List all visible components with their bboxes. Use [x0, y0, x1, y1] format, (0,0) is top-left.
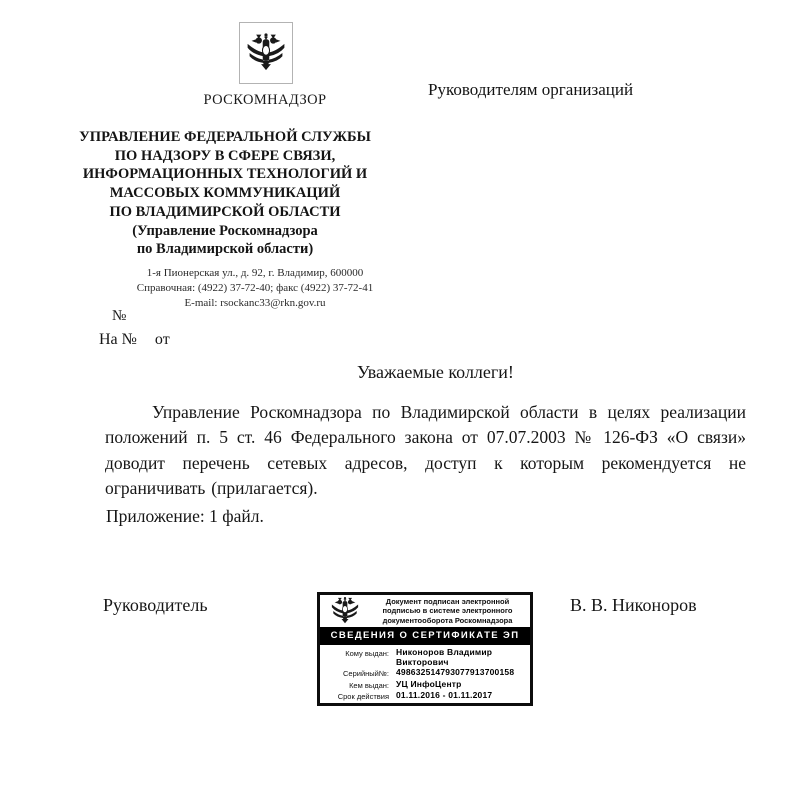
reply-number-label: На № [99, 331, 137, 348]
reply-reference-line [99, 331, 170, 349]
signer-name: В. В. Никоноров [570, 595, 697, 615]
stamp-note-line: Документ подписан электронной [385, 596, 510, 606]
addressee: Руководителям организаций [428, 80, 634, 99]
org-name-line: (Управление Роскомнадзора [132, 222, 318, 239]
stamp-field-row [320, 648, 526, 667]
stamp-note-line: подписью в системе электронного [382, 606, 513, 616]
stamp-field-label: Кем выдан: [349, 680, 389, 690]
stamp-field-value: Никоноров Владимир Викторович [396, 647, 493, 667]
stamp-note-line: документооборота Роскомнадзора [382, 615, 513, 625]
stamp-header-row [320, 595, 530, 627]
stamp-fields [320, 645, 530, 705]
stamp-field-label: Кому выдан: [345, 649, 389, 658]
double-headed-eagle-icon [330, 595, 360, 627]
body-paragraph: Управление Роскомнадзора по Владимирской области в целях реализации положений п. 5 ст. 46 Федерального закона от 07.07.2003 № 126-ФЗ «О связи» доводит перечень сетевых адресов, доступ к которым рекомендуется не ограничивать (прилагается). [105, 402, 746, 499]
org-name-line: по Владимирской области) [136, 241, 314, 258]
org-name-line: ИНФОРМАЦИОННЫХ ТЕХНОЛОГИЙ И [82, 166, 368, 183]
double-headed-eagle-icon [245, 29, 287, 77]
phone-fax: Справочная: (4922) 37-72-40; факс (4922) 37-72-41 [136, 282, 374, 294]
stamp-field-value: 498632514793077913700158 [396, 667, 515, 678]
attachment-note: Приложение: 1 файл. [106, 506, 264, 526]
org-name-line: ПО ВЛАДИМИРСКОЙ ОБЛАСТИ [109, 203, 341, 220]
e-signature-stamp [317, 592, 533, 706]
stamp-field-label: Серийный№: [343, 669, 389, 679]
stamp-field-label: Срок действия [337, 692, 389, 702]
contact-info-block [80, 266, 430, 311]
stamp-field-row [320, 668, 526, 679]
salutation: Уважаемые коллеги! [357, 362, 514, 382]
outgoing-number-label: № [112, 308, 127, 324]
agency-name: РОСКОМНАДЗОР [203, 92, 327, 108]
reply-date-label: от [154, 331, 170, 348]
org-name-line: ПО НАДЗОРУ В СФЕРЕ СВЯЗИ, [114, 147, 336, 164]
coat-of-arms-box [239, 22, 293, 84]
stamp-field-value: УЦ ИнфоЦентр [396, 678, 462, 689]
stamp-note [370, 597, 530, 626]
stamp-eagle-cell [320, 595, 370, 627]
org-name-block [50, 128, 400, 259]
org-name-line: УПРАВЛЕНИЕ ФЕДЕРАЛЬНОЙ СЛУЖБЫ [79, 129, 371, 145]
postal-address: 1-я Пионерская ул., д. 92, г. Владимир, 600000 [146, 267, 364, 279]
signer-title: Руководитель [103, 595, 208, 615]
stamp-field-row [320, 691, 526, 702]
email: E-mail: rsockanc33@rkn.gov.ru [184, 297, 326, 309]
org-name-line: МАССОВЫХ КОММУНИКАЦИЙ [109, 185, 341, 202]
stamp-title-bar: СВЕДЕНИЯ О СЕРТИФИКАТЕ ЭП [320, 627, 530, 645]
stamp-field-value: 01.11.2016 - 01.11.2017 [396, 690, 493, 701]
stamp-field-row [320, 680, 526, 691]
